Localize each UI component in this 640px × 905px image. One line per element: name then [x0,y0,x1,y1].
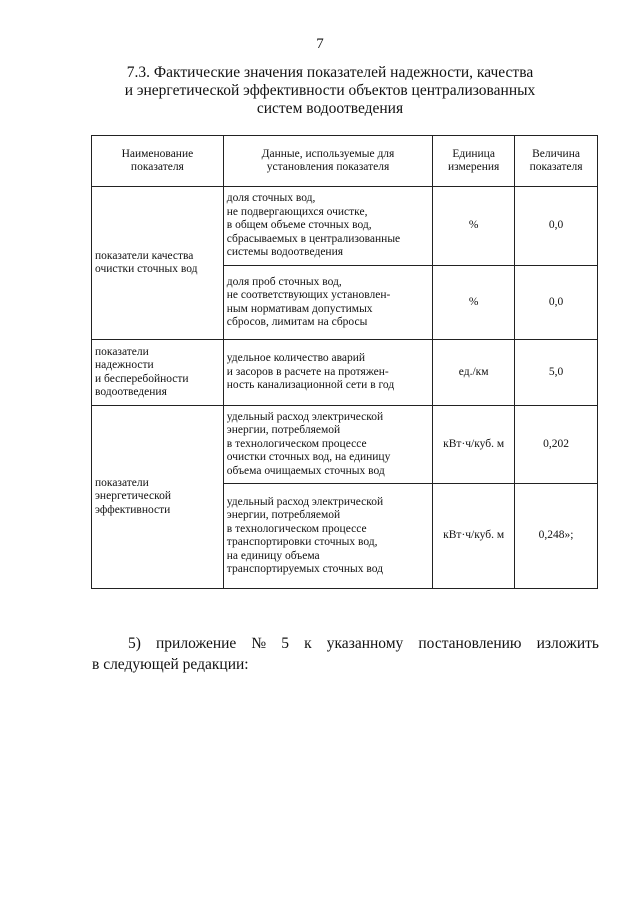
table-row [92,187,598,266]
indicator-data: доля проб сточных вод, не соответствующих установлен- ным нормативам допустимых сбросов, лимитам на сбросы [223,266,432,340]
paragraph-line: в следующей редакции: [92,656,249,673]
indicator-data: удельный расход электрической энергии, потребляемой в технологическом процессе транспортировки сточных вод, на единицу объема транспортируемых сточных вод [223,484,432,589]
indicator-unit: % [433,187,515,266]
section-heading [100,64,560,118]
table-row [92,406,598,484]
indicator-unit: % [433,266,515,340]
indicator-unit: ед./км [433,340,515,406]
page-number: 7 [316,36,324,52]
indicator-unit: кВт·ч/куб. м [433,406,515,484]
indicators-table [91,135,598,589]
header-unit: Единица измерения [433,136,515,187]
indicator-unit: кВт·ч/куб. м [433,484,515,589]
indicator-value: 0,0 [515,187,598,266]
heading-line: 7.3. Фактические значения показателей надежности, качества [126,64,534,81]
indicator-value: 0,248»; [515,484,598,589]
heading-line: и энергетической эффективности объектов централизованных [124,82,536,99]
table-row [92,340,598,406]
header-data-used: Данные, используемые для установления показателя [223,136,432,187]
amendment-paragraph [92,633,599,675]
header-indicator-name: Наименование показателя [92,136,224,187]
indicator-group-name: показатели надежности и бесперебойности водоотведения [92,340,224,406]
indicator-value: 0,0 [515,266,598,340]
paragraph-line: 5) приложение № 5 к указанному постановлению изложить [128,635,599,652]
indicator-data: удельное количество аварий и засоров в расчете на протяжен- ность канализационной сети в год [223,340,432,406]
indicator-group-name: показатели энергетической эффективности [92,406,224,589]
table-header-row [92,136,598,187]
indicator-data: удельный расход электрической энергии, потребляемой в технологическом процессе очистки сточных вод, на единицу объема очищаемых сточных вод [223,406,432,484]
header-value: Величина показателя [515,136,598,187]
heading-line: систем водоотведения [256,100,404,117]
indicator-value: 0,202 [515,406,598,484]
indicator-value: 5,0 [515,340,598,406]
indicator-group-name: показатели качества очистки сточных вод [92,187,224,340]
indicator-data: доля сточных вод, не подвергающихся очистке, в общем объеме сточных вод, сбрасываемых в централизованные системы водоотведения [223,187,432,266]
